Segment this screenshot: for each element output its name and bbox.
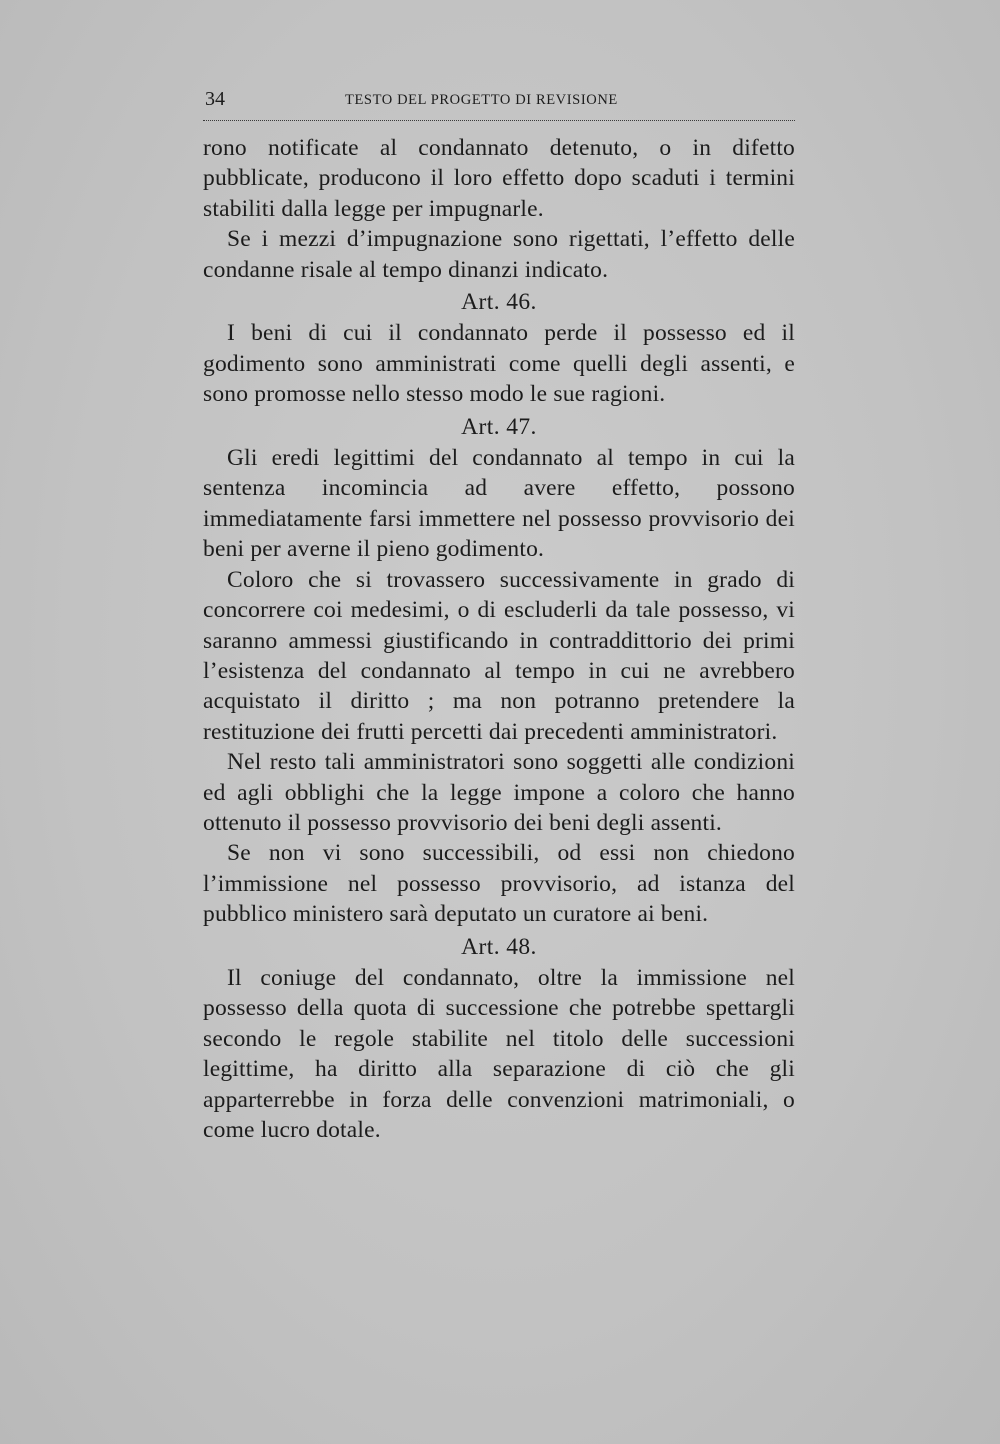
paragraph: Coloro che si trovassero successivamente in grado di concorrere coi medesimi, o di escluderli da tale possesso, vi saranno ammessi giustificando in contraddittorio dei primi l’esistenza del condannato al tempo in cui ne avrebbero acquistato il diritto ; ma non potranno pretendere la restituzione dei frutti percetti dai precedenti amministratori. — [203, 566, 795, 745]
paragraph: I beni di cui il condannato perde il possesso ed il godimento sono amministrati come quelli degli assenti, e sono promosse nello stesso modo le sue ragioni. — [203, 320, 795, 408]
paragraph: Gli eredi legittimi del condannato al tempo in cui la sentenza incomincia ad avere effetto, possono immediatamente farsi immettere nel possesso provvisorio dei beni per averne il pieno godimento. — [203, 445, 795, 563]
page-number: 34 — [205, 88, 225, 110]
article-heading-46: Art. 46. — [461, 289, 537, 316]
body-text — [203, 133, 795, 1145]
running-title: TESTO DEL PROGETTO DI REVISIONE — [345, 92, 618, 108]
running-head — [203, 84, 795, 121]
paragraph: Se i mezzi d’impugnazione sono rigettati, l’effetto delle condanne risale al tempo dinanzi indicato. — [203, 226, 795, 283]
paragraph: Nel resto tali amministratori sono soggetti alle condizioni ed agli obblighi che la legge impone a coloro che hanno ottenuto il possesso provvisorio dei beni degli assenti. — [203, 749, 795, 836]
article-heading-47: Art. 47. — [461, 413, 537, 440]
paragraph: Se non vi sono successibili, od essi non chiedono l’immissione nel possesso provvisorio, ad istanza del pubblico ministero sarà deputato un curatore ai beni. — [203, 840, 795, 928]
paragraph: Il coniuge del condannato, oltre la immissione nel possesso della quota di successione che potrebbe spettargli secondo le regole stabilite nel titolo delle successioni legittime, ha diritto alla separazione di ciò che gli apparterrebbe in forza delle convenzioni matrimoniali, o come lucro dotale. — [203, 964, 795, 1143]
article-heading-48: Art. 48. — [461, 933, 537, 960]
continued-paragraph: rono notificate al condannato detenuto, o in difetto pubblicate, producono il loro effetto dopo scaduti i termini stabiliti dalla legge per impugnarle. — [203, 135, 795, 222]
